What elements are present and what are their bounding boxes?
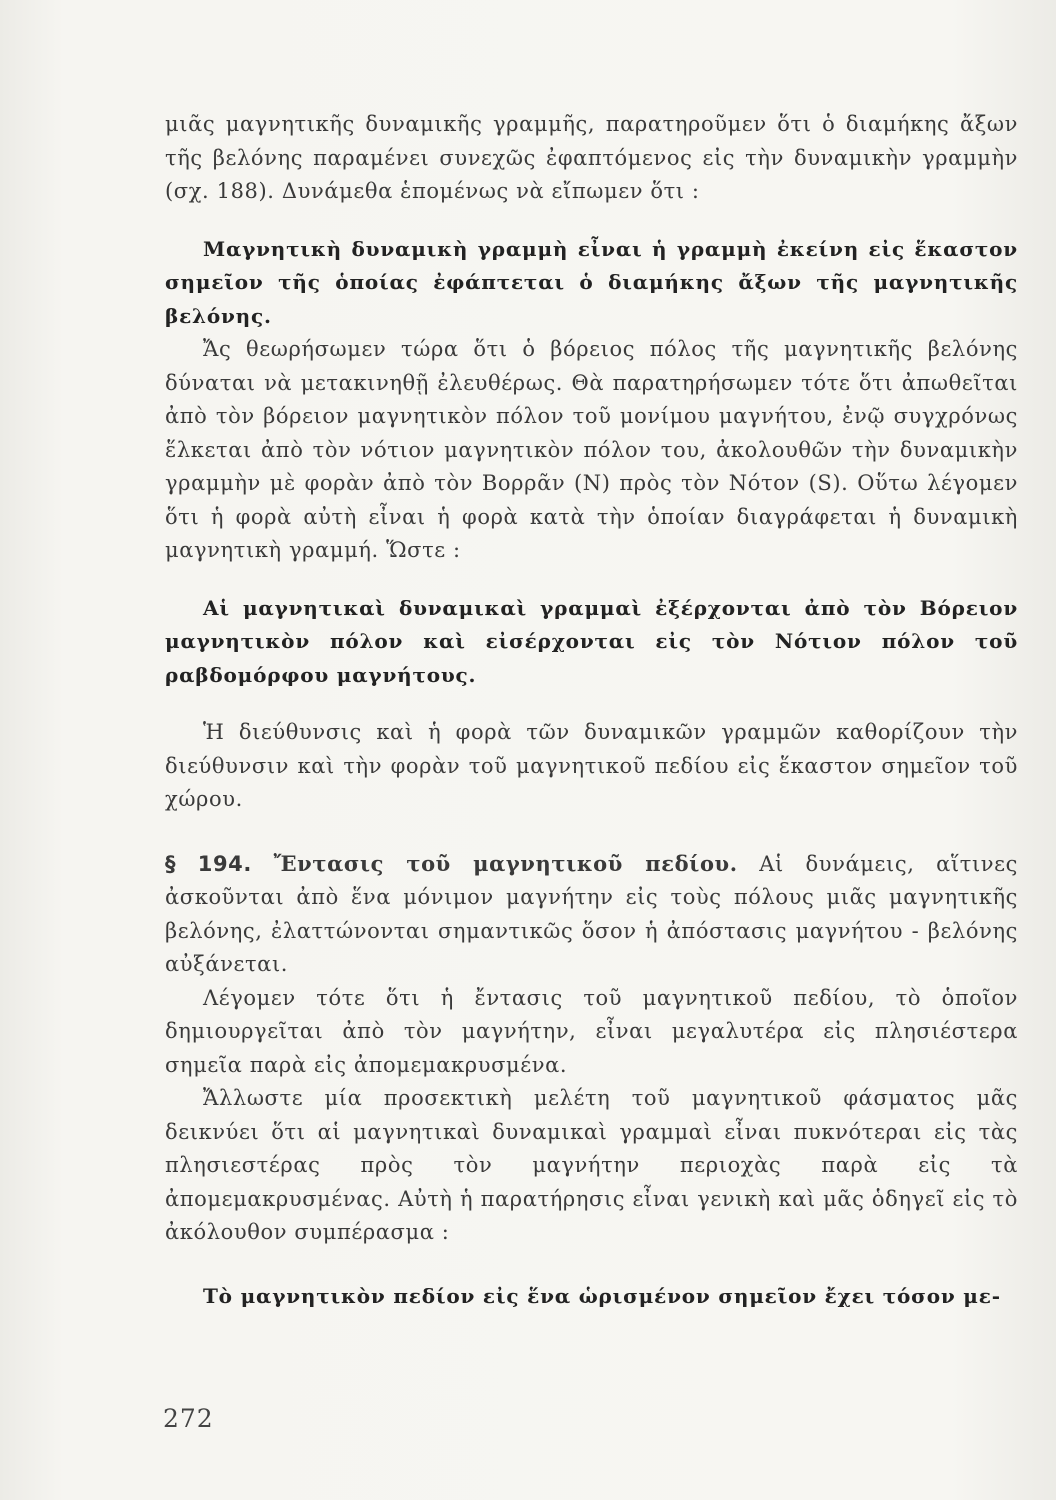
- page-number: 272: [163, 1404, 214, 1433]
- definition-field-strength: Τὸ μαγνητικὸν πεδίον εἰς ἕνα ὡρισμένον σημεῖον ἔχει τόσον με-: [203, 1283, 1001, 1308]
- definition-field-direction: Αἱ μαγνητικαὶ δυναμικαὶ γραμμαὶ ἐξέρχονται ἀπὸ τὸν Βόρειον μαγνητικὸν πόλον καὶ εἰσέρχονται εἰς τὸν Νότιον πόλον τοῦ ραβδομόρφου μαγνήτους.: [165, 595, 1018, 687]
- section-text: Αἱ δυνάμεις, αἵτινες ἀσκοῦνται ἀπὸ ἕνα μόνιμον μαγνήτην εἰς τοὺς πόλους μιᾶς μαγνητικῆς βελόνης, ἐλαττώνονται σημαντικῶς ὅσον ἡ ἀπόστασις μαγνήτου - βελόνης αὐξάνεται.: [165, 851, 1018, 976]
- definition-field-line: Μαγνητικὴ δυναμικὴ γραμμὴ εἶναι ἡ γραμμὴ ἐκείνη εἰς ἕκαστον σημεῖον τῆς ὁποίας ἐφάπτεται ὁ διαμήκης ἄξων τῆς μαγνητικῆς βελόνης.: [165, 236, 1018, 328]
- section-number: 194.: [197, 851, 252, 876]
- page-text: [165, 108, 1018, 1313]
- section-title: Ἔντασις τοῦ μαγνητικοῦ πεδίου.: [273, 850, 738, 876]
- paragraph-3: Ἡ διεύθυνσις καὶ ἡ φορὰ τῶν δυναμικῶν γραμμῶν καθορίζουν τὴν διεύθυνσιν καὶ τὴν φορὰν τοῦ μαγνητικοῦ πεδίου εἰς ἕκαστον σημεῖον τοῦ χώρου.: [165, 720, 1018, 811]
- paragraph-5: Ἄλλωστε μία προσεκτικὴ μελέτη τοῦ μαγνητικοῦ φάσματος μᾶς δεικνύει ὅτι αἱ μαγνητικαὶ δυναμικαὶ γραμμαὶ εἶναι πυκνότεραι εἰς τὰς πλησιεστέρας πρὸς τὸν μαγνήτην περιοχὰς παρὰ εἰς τὰ ἀπομεμακρυσμένας. Αὐτὴ ἡ παρατήρησις εἶναι γενικὴ καὶ μᾶς ὁδηγεῖ εἰς τὸ ἀκόλουθον συμπέρασμα :: [165, 1086, 1018, 1244]
- paragraph-4: Λέγομεν τότε ὅτι ἡ ἔντασις τοῦ μαγνητικοῦ πεδίου, τὸ ὁποῖον δημιουργεῖται ἀπὸ τὸν μαγνήτην, εἶναι μεγαλυτέρα εἰς πλησιέστερα σημεῖα παρὰ εἰς ἀπομεμακρυσμένα.: [165, 985, 1018, 1077]
- paragraph-2: Ἄς θεωρήσωμεν τώρα ὅτι ὁ βόρειος πόλος τῆς μαγνητικῆς βελόνης δύναται νὰ μετακινηθῇ ἐλευθέρως. Θὰ παρατηρήσωμεν τότε ὅτι ἀπωθεῖται ἀπὸ τὸν βόρειον μαγνητικὸν πόλον τοῦ μονίμου μαγνήτου, ἐνῷ συγχρόνως ἕλκεται ἀπὸ τὸν νότιον μαγνητικὸν πόλον του, ἀκολουθῶν τὴν δυναμικὴν γραμμὴν μὲ φορὰν ἀπὸ τὸν Βορρᾶν (N) πρὸς τὸν Νότον (S). Οὕτω λέγομεν ὅτι ἡ φορὰ αὐτὴ εἶναι ἡ φορὰ κατὰ τὴν ὁποίαν διαγράφεται ἡ δυναμικὴ μαγνητικὴ γραμμή. Ὥστε :: [165, 337, 1018, 562]
- paragraph-1: μιᾶς μαγνητικῆς δυναμικῆς γραμμῆς, παρατηροῦμεν ὅτι ὁ διαμήκης ἄξων τῆς βελόνης παραμένει συνεχῶς ἐφαπτόμενος εἰς τὴν δυναμικὴν γραμμὴν (σχ. 188). Δυνάμεθα ἑπομένως νὰ εἴπωμεν ὅτι :: [165, 112, 1018, 203]
- section-mark: §: [165, 851, 177, 876]
- section-194: [165, 847, 1018, 982]
